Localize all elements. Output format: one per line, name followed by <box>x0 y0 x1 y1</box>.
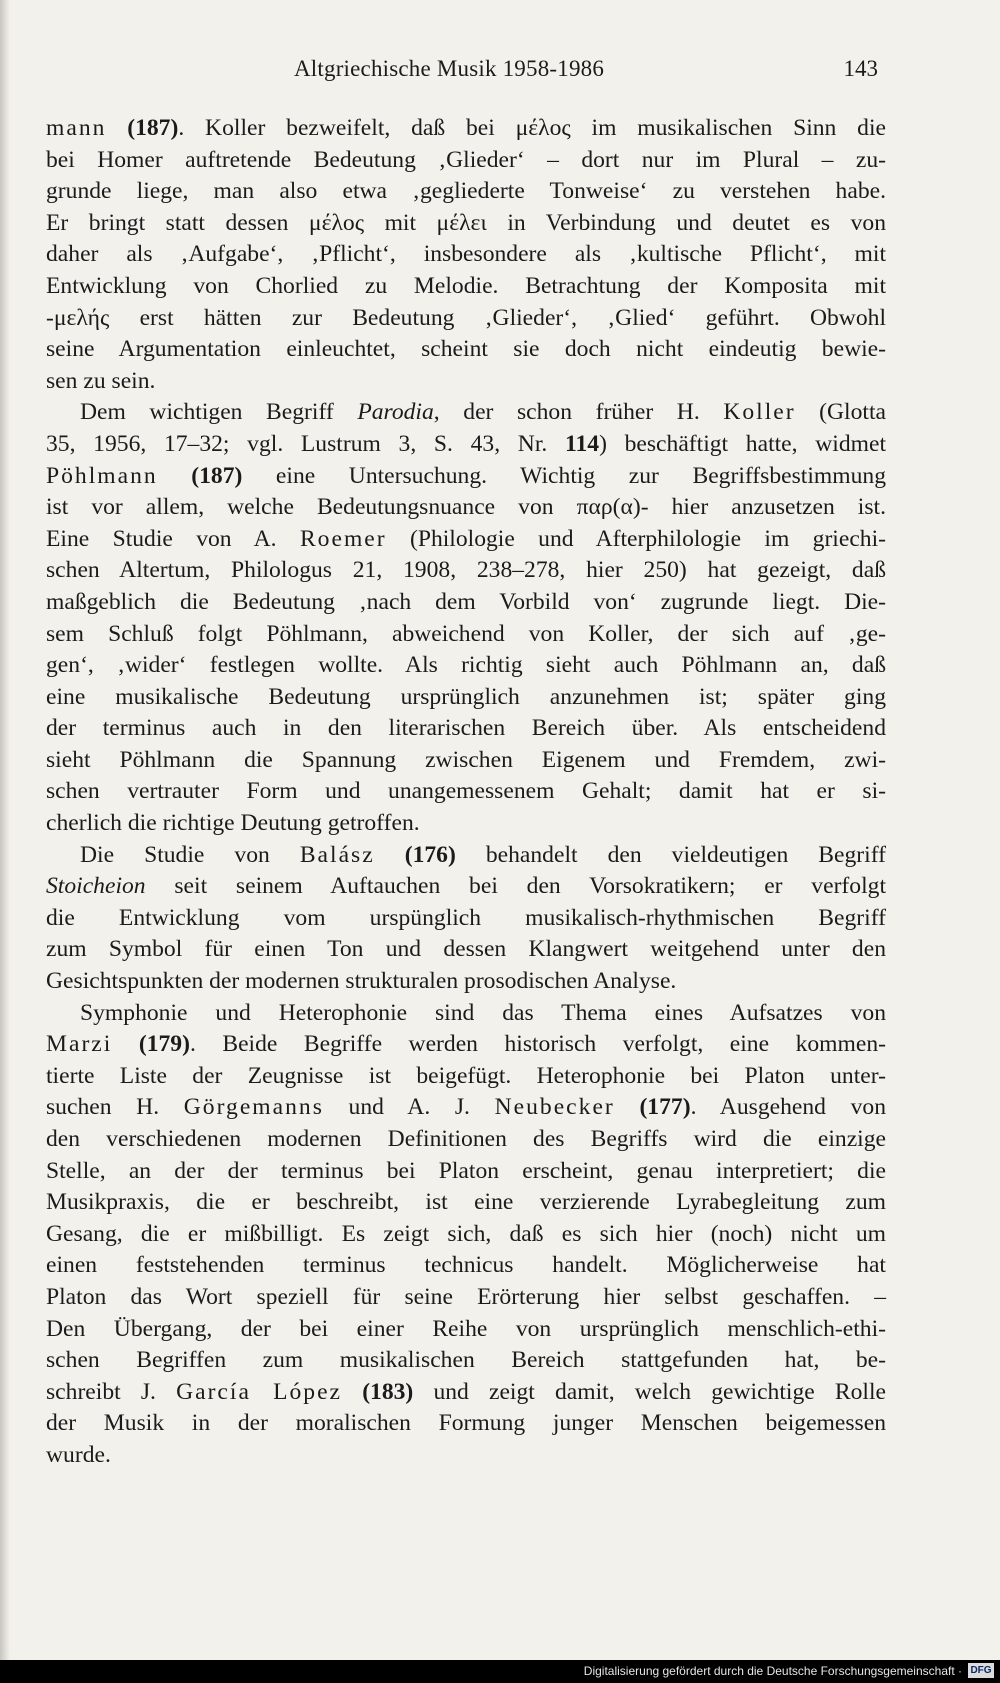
text-run <box>342 1379 362 1405</box>
text-run <box>615 1094 640 1120</box>
text-run: sieht Pöhlmann die Spannung zwischen Eigenem und Fremdem, zwi- <box>46 746 886 773</box>
text-run: behandelt den vieldeutigen Begriff <box>455 841 886 868</box>
text-run: Dem wichtigen Begriff <box>80 399 358 426</box>
text-run: (Philologie und Afterphilologie im griechi- <box>386 525 887 552</box>
author-name: García López <box>176 1378 343 1405</box>
reference-number: (177) <box>639 1094 691 1121</box>
text-run: . Ausgehend von <box>690 1094 886 1121</box>
text-run: eine Untersuchung. Wichtig zur Begriffsbestimmung <box>242 462 886 489</box>
running-title: Altgriechische Musik 1958-1986 <box>294 56 605 81</box>
text-run: schreibt J. <box>46 1378 177 1405</box>
text-line <box>46 1314 886 1346</box>
text-line <box>46 713 886 745</box>
text-run: 35, 1956, 17–32; vgl. Lustrum 3, S. 43, Nr. <box>46 430 565 457</box>
text-line <box>46 1377 886 1409</box>
text-line <box>46 966 886 998</box>
text-run: . Beide Begriffe werden historisch verfolgt, eine kommen- <box>189 1031 886 1058</box>
reference-number: 114 <box>564 430 600 457</box>
text-line <box>46 429 886 461</box>
text-run: cherlich die richtige Deutung getroffen. <box>46 810 420 837</box>
text-run: eine musikalische Bedeutung ursprünglich anzunehmen ist; später ging <box>46 683 886 710</box>
text-line <box>46 619 886 651</box>
text-line <box>46 271 886 303</box>
paragraph <box>46 998 886 1472</box>
paragraph <box>46 113 886 397</box>
text-run: ist vor allem, welche Bedeutungsnuance von παρ(α)- hier anzusetzen ist. <box>46 494 886 521</box>
text-run: suchen H. <box>46 1094 184 1121</box>
italic-term: Stoicheion <box>46 873 146 900</box>
text-run: daher als ‚Aufgabe‘, ‚Pflicht‘, insbesondere als ‚kultische Pflicht‘, mit <box>46 241 886 268</box>
text-run: der Musik in der moralischen Formung junger Menschen beigemessen <box>46 1410 886 1437</box>
italic-term: Parodia <box>357 399 434 426</box>
text-line <box>46 903 886 935</box>
text-line <box>46 1440 886 1472</box>
reference-number: (187) <box>191 462 243 489</box>
text-line <box>46 871 886 903</box>
text-run: den verschiedenen modernen Definitionen des Begriffs wird die einzige <box>46 1126 886 1152</box>
text-line <box>46 239 886 271</box>
text-line <box>46 1345 886 1377</box>
text-line <box>46 682 886 714</box>
funding-note: Digitalisierung gefördert durch die Deutsche Forschungsgemeinschaft · <box>583 1664 962 1678</box>
text-run: schen Altertum, Philologus 21, 1908, 238–278, hier 250) hat gezeigt, daß <box>46 557 886 584</box>
text-run: , der schon früher H. <box>433 399 724 426</box>
text-line <box>46 808 886 840</box>
text-run: Stelle, an der der terminus bei Platon erscheint, genau interpretiert; die <box>46 1157 886 1184</box>
dfg-logo: DFG <box>968 1663 994 1678</box>
text-line <box>46 1282 886 1314</box>
text-run: wurde. <box>46 1441 111 1468</box>
text-run: schen vertrauter Form und unangemessenem Gehalt; damit hat er si- <box>46 778 886 805</box>
text-run <box>106 115 127 141</box>
text-run: Eine Studie von A. <box>46 525 300 552</box>
text-line <box>46 1219 886 1251</box>
page-number: 143 <box>843 56 878 81</box>
text-run: einen feststehenden terminus technicus handelt. Möglicherweise hat <box>46 1252 886 1279</box>
text-line <box>46 998 886 1030</box>
text-line <box>46 145 886 177</box>
text-run <box>158 463 192 489</box>
text-line <box>46 1092 886 1124</box>
text-line <box>46 1250 886 1282</box>
text-line <box>46 745 886 777</box>
reference-number: (179) <box>138 1031 190 1058</box>
text-run: -μελής erst hätten zur Bedeutung ‚Glieder‘, ‚Glied‘ geführt. Obwohl <box>46 304 886 331</box>
body-text <box>46 113 886 1472</box>
text-run: sen zu sein. <box>46 367 156 394</box>
text-line <box>46 461 886 493</box>
text-run: der terminus auch in den literarischen Bereich über. Als entscheidend <box>46 715 886 742</box>
text-run: gen‘, ‚wider‘ festlegen wollte. Als richtig sieht auch Pöhlmann an, daß <box>46 652 886 679</box>
text-run: und A. J. <box>323 1094 495 1121</box>
text-line <box>46 1061 886 1093</box>
text-line <box>46 303 886 335</box>
reference-number: (187) <box>127 115 179 141</box>
text-run: Gesang, die er mißbilligt. Es zeigt sich, daß es sich hier (noch) nicht um <box>46 1220 886 1247</box>
text-line <box>46 1029 886 1061</box>
text-run: und zeigt damit, welch gewichtige Rolle <box>413 1378 886 1405</box>
author-name: mann <box>46 115 107 141</box>
reference-number: (183) <box>362 1378 414 1405</box>
text-line <box>46 524 886 556</box>
text-run: seine Argumentation einleuchtet, scheint sie doch nicht eindeutig bewie- <box>46 336 886 363</box>
text-line <box>46 1156 886 1188</box>
text-run: die Entwicklung vom urspünglich musikalisch-rhythmischen Begriff <box>46 904 886 931</box>
text-run: zum Symbol für einen Ton und dessen Klangwert weitgehend unter den <box>46 936 886 963</box>
text-run: Musikpraxis, die er beschreibt, ist eine verzierende Lyrabegleitung zum <box>46 1189 886 1216</box>
text-run <box>112 1031 139 1057</box>
text-line <box>46 555 886 587</box>
text-line <box>46 650 886 682</box>
running-head <box>46 52 878 92</box>
text-run: Den Übergang, der bei einer Reihe von ursprünglich menschlich-ethi- <box>46 1315 886 1342</box>
author-name: Koller <box>723 399 796 426</box>
text-line <box>46 1124 886 1156</box>
text-run: tierte Liste der Zeugnisse ist beigefügt. Heterophonie bei Platon unter- <box>46 1062 886 1089</box>
text-run: Entwicklung von Chorlied zu Melodie. Betrachtung der Komposita mit <box>46 272 886 299</box>
reference-number: (176) <box>404 841 456 868</box>
paragraph <box>46 840 886 998</box>
text-line <box>46 1408 886 1440</box>
text-line <box>46 208 886 240</box>
text-line <box>46 366 886 398</box>
text-line <box>46 934 886 966</box>
text-run: Gesichtspunkten der modernen strukturalen prosodischen Analyse. <box>46 968 677 995</box>
author-name: Balász <box>299 841 375 868</box>
text-line <box>46 1187 886 1219</box>
author-name: Roemer <box>299 525 387 552</box>
text-run: grunde liege, man also etwa ‚gegliederte Tonweise‘ zu verstehen habe. <box>46 178 886 205</box>
text-run: Platon das Wort speziell für seine Erörterung hier selbst geschaffen. – <box>46 1283 886 1310</box>
text-line <box>46 776 886 808</box>
text-run: sem Schluß folgt Pöhlmann, abweichend von Koller, der sich auf ‚ge- <box>46 620 886 647</box>
text-line <box>46 840 886 872</box>
text-line <box>46 587 886 619</box>
text-line <box>46 492 886 524</box>
author-name: Pöhlmann <box>46 462 158 489</box>
text-run: maßgeblich die Bedeutung ‚nach dem Vorbild von‘ zugrunde liegt. Die- <box>46 588 886 615</box>
text-run: . Koller bezweifelt, daß bei μέλος im musikalischen Sinn die <box>178 115 886 141</box>
author-name: Görgemanns <box>183 1094 324 1121</box>
author-name: Neubecker <box>494 1094 615 1121</box>
text-line <box>46 397 886 429</box>
text-run: (Glotta <box>795 399 886 426</box>
text-run: Symphonie und Heterophonie sind das Thema eines Aufsatzes von <box>80 999 886 1026</box>
text-line <box>46 113 886 145</box>
digitization-footer <box>0 1660 1000 1683</box>
text-line <box>46 334 886 366</box>
author-name: Marzi <box>46 1031 113 1058</box>
text-run: Er bringt statt dessen μέλος mit μέλει in Verbindung und deutet es von <box>46 209 886 236</box>
page-edge-shadow <box>0 0 10 1660</box>
text-run: bei Homer auftretende Bedeutung ‚Glieder‘ – dort nur im Plural – zu- <box>46 146 886 173</box>
text-run: schen Begriffen zum musikalischen Bereich stattgefunden hat, be- <box>46 1347 886 1374</box>
text-run: ) beschäftigt hatte, widmet <box>599 430 886 457</box>
text-run <box>375 842 405 868</box>
paragraph <box>46 397 886 839</box>
text-line <box>46 176 886 208</box>
text-run: Die Studie von <box>80 841 300 868</box>
text-run: seit seinem Auftauchen bei den Vorsokratikern; er verfolgt <box>145 873 886 900</box>
